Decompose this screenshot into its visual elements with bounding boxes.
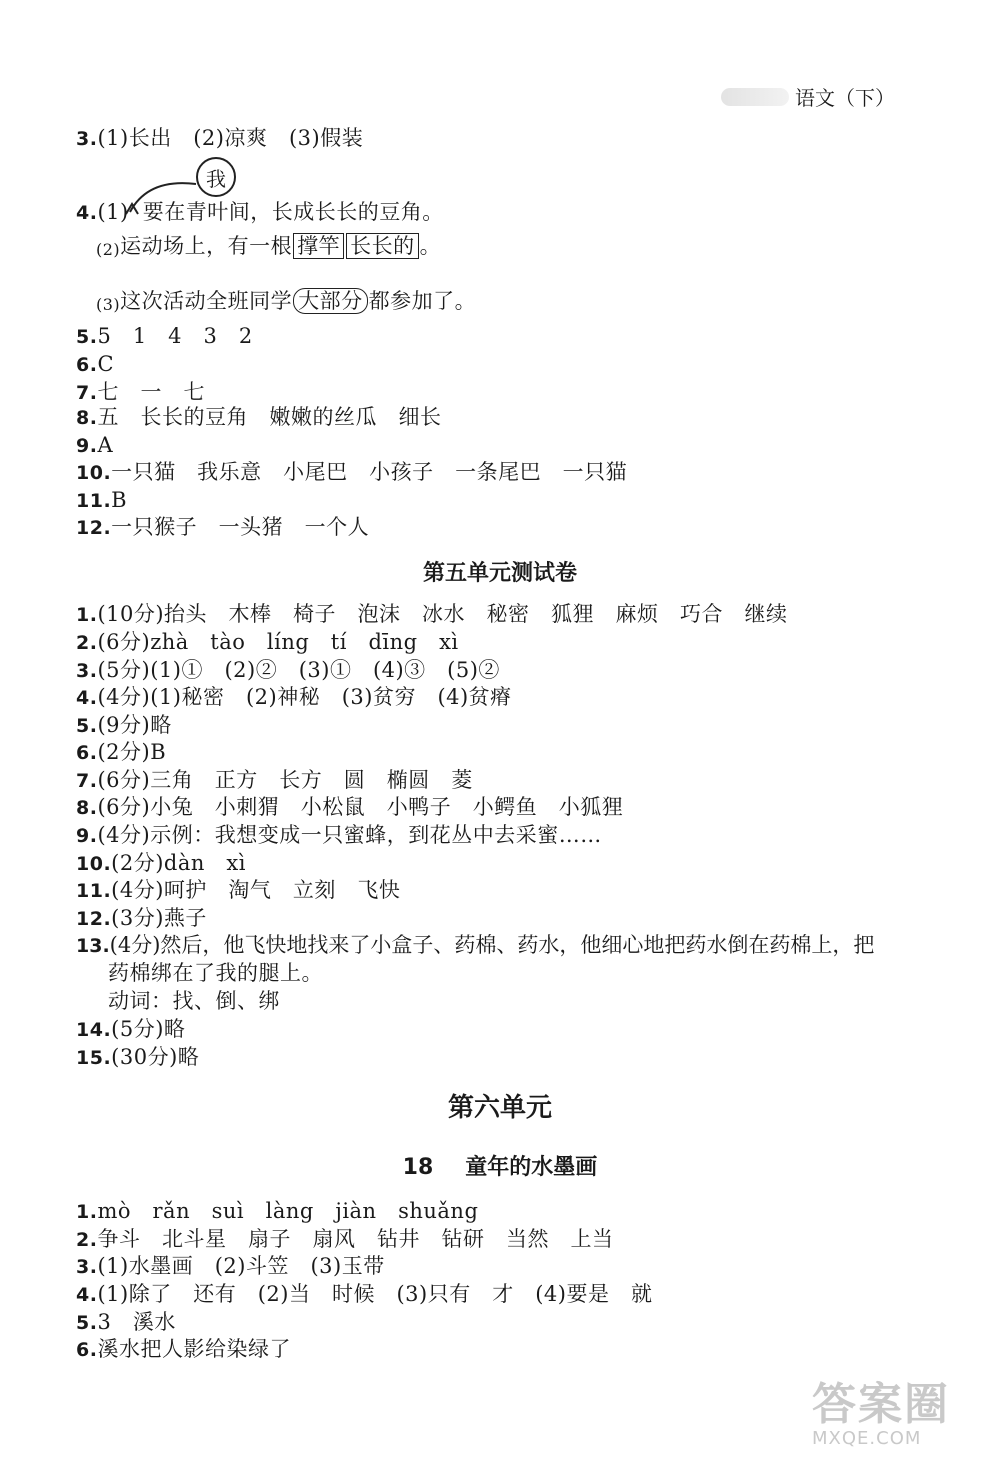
answer-line: 10.一只猫 我乐意 小尾巴 小孩子 一条尾巴 一只猫 xyxy=(76,460,628,484)
answer-line: 3.(1)水墨画 (2)斗笠 (3)玉带 xyxy=(76,1254,385,1278)
answer-line: 14.(5分)略 xyxy=(76,1017,186,1041)
answer-line: 7.(6分)三角 正方 长方 圆 椭圆 菱 xyxy=(76,768,473,792)
answer-line: 5.(9分)略 xyxy=(76,713,172,737)
boxed-word: 撑竿 xyxy=(293,233,344,259)
answer-line: 6.(2分)B xyxy=(76,740,167,764)
answer-line: 12.(3分)燕子 xyxy=(76,906,207,930)
answer-line: 11.B xyxy=(76,488,128,512)
answer-line: 2.争斗 北斗星 扇子 扇风 钻井 钻研 当然 上当 xyxy=(76,1227,614,1251)
answer-line: 5.3 溪水 xyxy=(76,1310,176,1334)
answer-line-q4-1: 4.(1) 要在青叶间，长成长长的豆角。 xyxy=(76,200,444,224)
page-header xyxy=(721,82,895,111)
answer-line: 6.溪水把人影给染绿了 xyxy=(76,1337,291,1361)
answer-line: 4.(4分)(1)秘密 (2)神秘 (3)贫穷 (4)贫瘠 xyxy=(76,685,512,709)
answer-line: 4.(1)除了 还有 (2)当 时候 (3)只有 才 (4)要是 就 xyxy=(76,1282,653,1306)
answer-line: 7.七 一 七 xyxy=(76,380,205,404)
answer-line: 3.(1)长出 (2)凉爽 (3)假装 xyxy=(76,126,364,150)
answer-line: 6.C xyxy=(76,352,115,376)
answer-line: 15.(30分)略 xyxy=(76,1045,200,1069)
circled-word: 大部分 xyxy=(293,288,368,314)
answer-line-verbs: 动词：找、倒、绑 xyxy=(108,989,280,1013)
answer-line-q4-2: (2)运动场上，有一根 撑竿 长长的 。 xyxy=(96,234,442,259)
answer-line: 11.(4分)呵护 淘气 立刻 飞快 xyxy=(76,878,401,902)
answer-line: 10.(2分)dàn xì xyxy=(76,851,246,875)
answer-line: 8.(6分)小兔 小刺猬 小松鼠 小鸭子 小鳄鱼 小狐狸 xyxy=(76,795,624,819)
answer-line: 9.(4分)示例：我想变成一只蜜蜂，到花丛中去采蜜…… xyxy=(76,823,602,847)
answer-line: 1.mò rǎn suì làng jiàn shuǎng xyxy=(76,1199,479,1223)
watermark: 答案圈 MXQE.COM xyxy=(812,1379,950,1449)
boxed-word: 长长的 xyxy=(346,233,419,259)
answer-line: 1.(10分)抬头 木棒 椅子 泡沫 冰水 秘密 狐狸 麻烦 巧合 继续 xyxy=(76,602,788,626)
section-heading: 第五单元测试卷 xyxy=(422,561,577,586)
answer-line: 9.A xyxy=(76,433,114,457)
brand-logo-icon xyxy=(721,88,789,106)
answer-line: 12.一只猴子 一头猪 一个人 xyxy=(76,515,370,539)
answer-line: 5.5 1 4 3 2 xyxy=(76,324,253,348)
answer-line-continued: 药棉绑在了我的腿上。 xyxy=(108,961,323,985)
unit-heading: 第六单元 xyxy=(447,1093,552,1123)
answer-line: 8.五 长长的豆角 嫩嫩的丝瓜 细长 xyxy=(76,405,442,429)
lesson-heading: 18 童年的水墨画 xyxy=(402,1155,598,1180)
answer-line-q4-3: (3)这次活动全班同学 大部分 都参加了。 xyxy=(96,289,477,314)
answer-line: 2.(6分)zhà tào líng tí dīng xì xyxy=(76,630,459,654)
inserted-word-circle: 我 xyxy=(196,157,236,197)
answer-line: 13.(4分)然后，他飞快地找来了小盒子、药棉、药水，他细心地把药水倒在药棉上，把 xyxy=(76,933,875,957)
answer-line: 3.(5分)(1)① (2)② (3)① (4)③ (5)② xyxy=(76,658,500,682)
subject-label: 语文（下） xyxy=(795,86,895,110)
